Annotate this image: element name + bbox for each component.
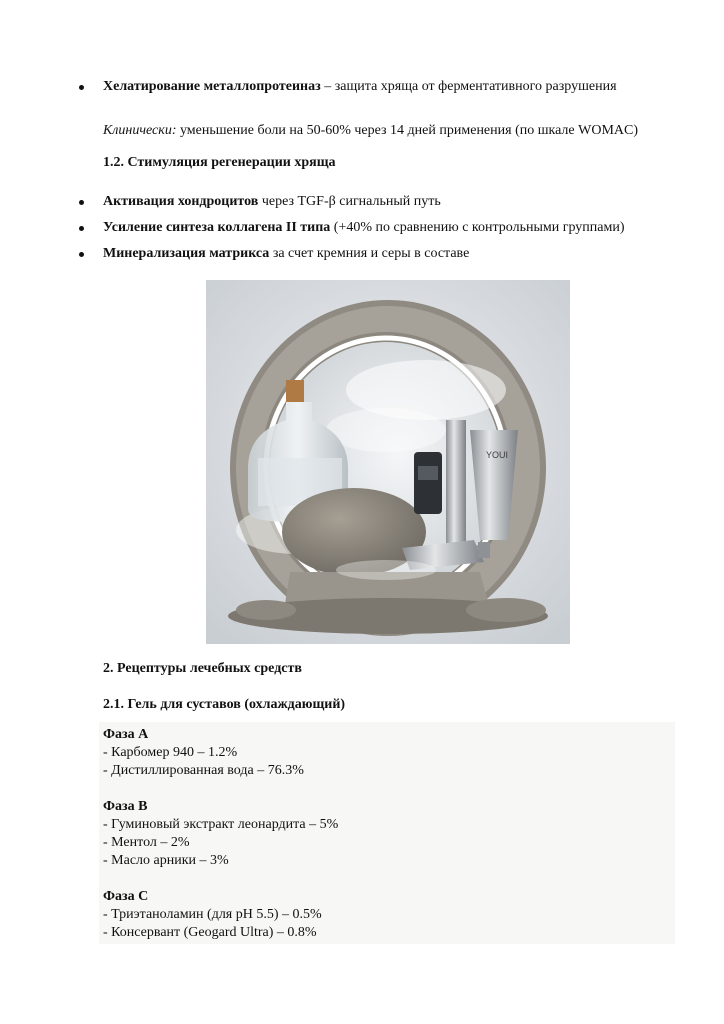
recipe-block <box>99 722 675 944</box>
phase-b-title: Фаза В <box>103 799 148 814</box>
recipe-item: - Ментол – 2% <box>103 835 190 850</box>
clinical-label: Клинически: <box>103 123 177 138</box>
product-illustration <box>206 280 570 644</box>
list-item-term: Активация хондроцитов <box>103 194 259 209</box>
product-photo <box>206 280 570 644</box>
recipe-item: - Карбомер 940 – 1.2% <box>103 745 238 760</box>
section-heading-2-1: 2.1. Гель для суставов (охлаждающий) <box>103 697 346 712</box>
list-item-text: – защита хряща от ферментативного разрушения <box>320 79 617 94</box>
clinical-note <box>103 122 638 140</box>
clinical-text: уменьшение боли на 50-60% через 14 дней применения (по шкале WOMAC) <box>176 123 639 138</box>
recipe-item: - Гуминовый экстракт леонардита – 5% <box>103 817 339 832</box>
bullet-icon <box>79 252 84 257</box>
bullet-icon <box>79 85 84 90</box>
recipe-item: - Дистиллированная вода – 76.3% <box>103 763 304 778</box>
recipe-item: - Консервант (Geogard Ultra) – 0.8% <box>103 925 317 940</box>
recipe-item: - Масло арники – 3% <box>103 853 229 868</box>
product-label: YOUI <box>486 450 509 460</box>
section-heading-2: 2. Рецептуры лечебных средств <box>103 661 302 676</box>
section-heading-1-2: 1.2. Стимуляция регенерации хряща <box>103 155 336 170</box>
recipe-item: - Триэтаноламин (для pH 5.5) – 0.5% <box>103 907 322 922</box>
phase-c-title: Фаза С <box>103 889 149 904</box>
list-item-text: (+40% по сравнению с контрольными группами) <box>330 220 625 235</box>
list-item-term: Минерализация матрикса <box>103 246 270 261</box>
bullet-icon <box>79 200 84 205</box>
phase-a-title: Фаза А <box>103 727 149 742</box>
bullet-icon <box>79 226 84 231</box>
list-item-term: Хелатирование металлопротеиназ <box>103 79 321 94</box>
list-item-text: через TGF-β сигнальный путь <box>258 194 441 209</box>
list-item-term: Усиление синтеза коллагена II типа <box>103 220 331 235</box>
list-item-text: за счет кремния и серы в составе <box>269 246 470 261</box>
